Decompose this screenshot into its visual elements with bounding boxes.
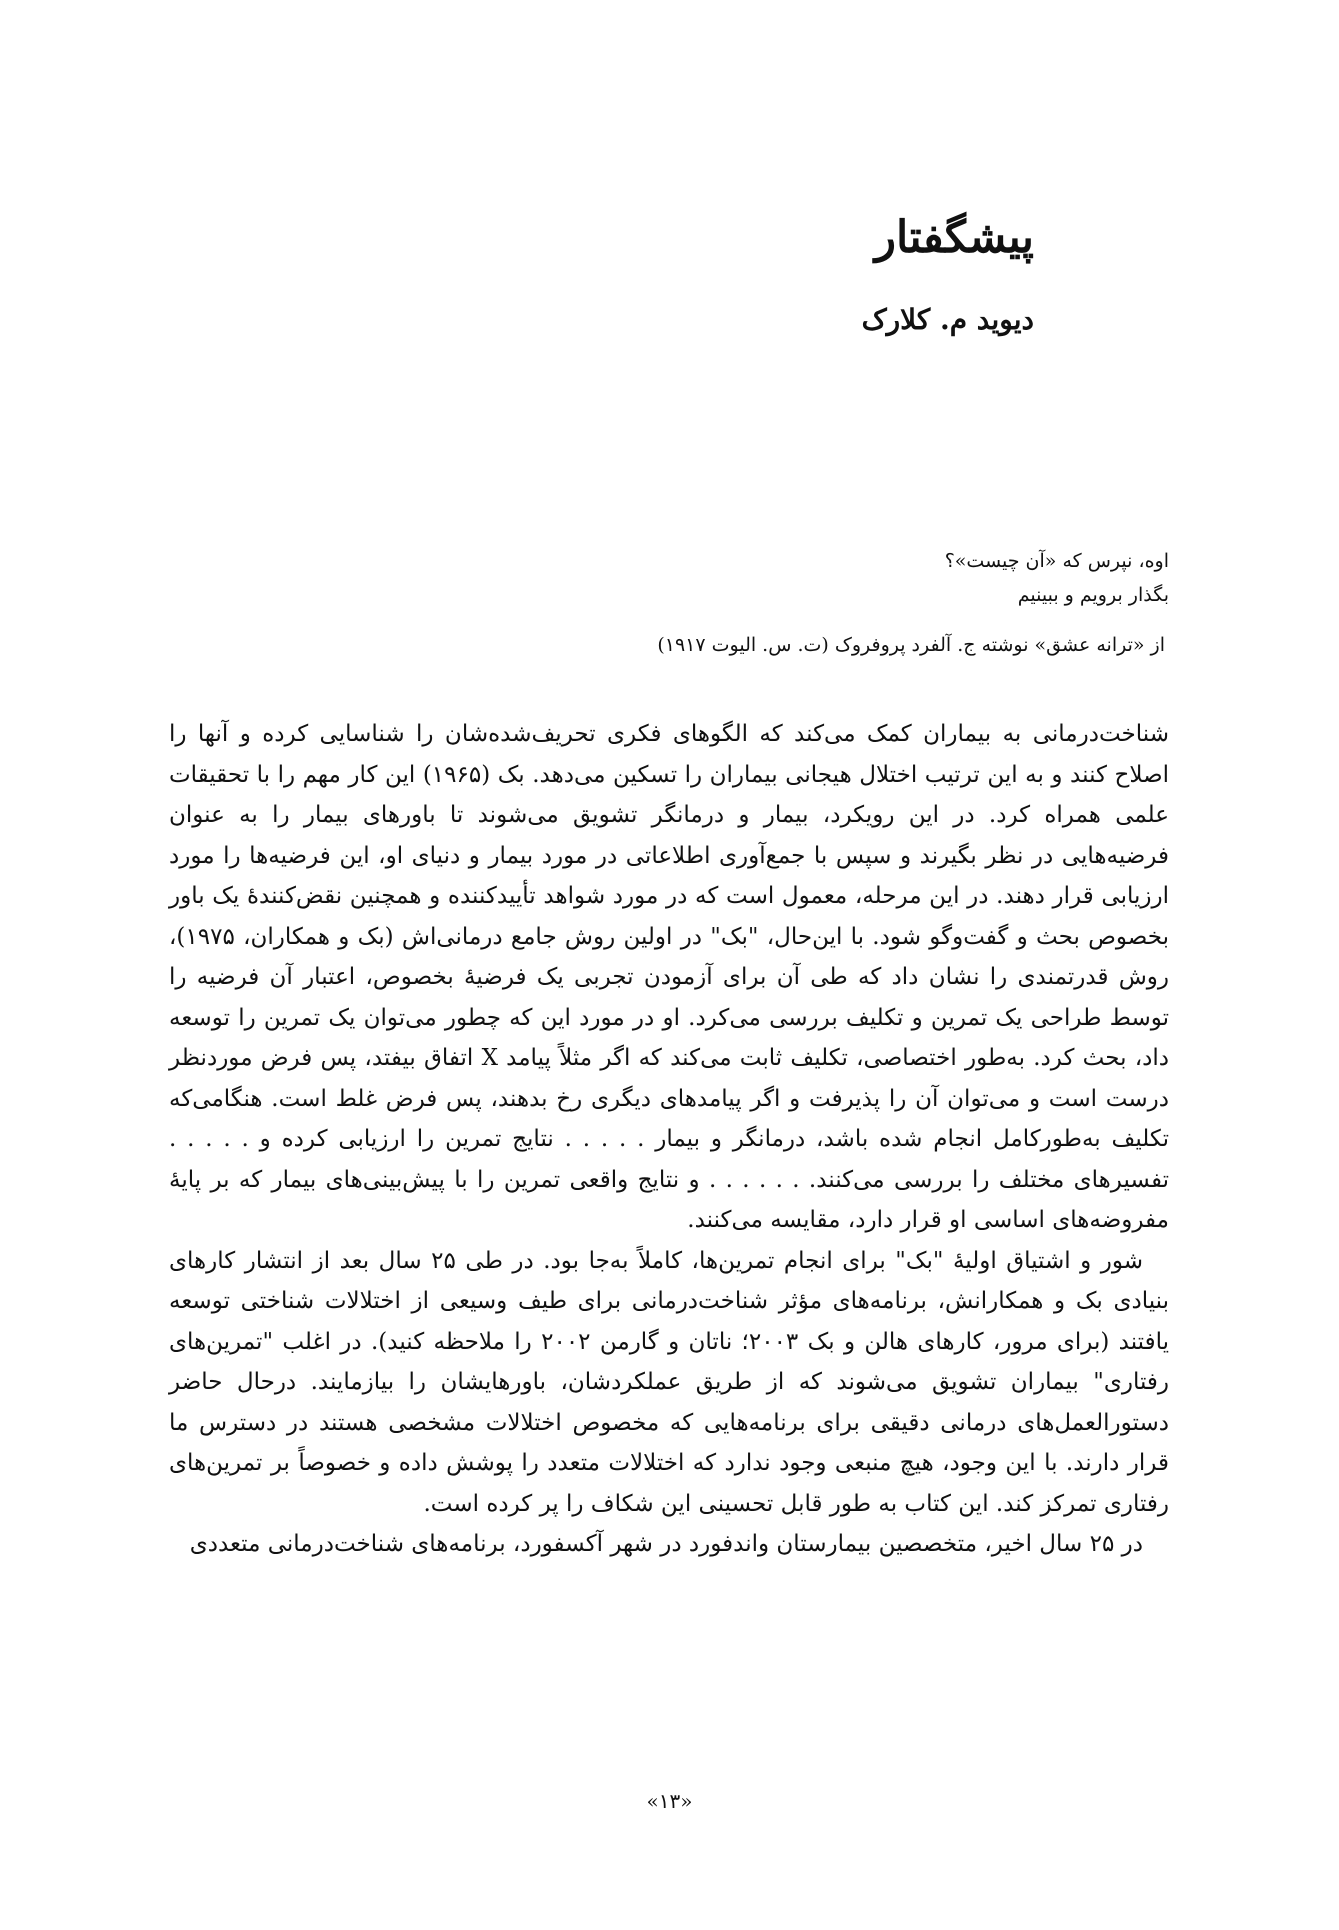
body-paragraph: شناخت‌درمانی به بیماران کمک می‌کند که الگوهای فکری تحریف‌شده‌شان را شناسایی کرده و آنها را اصلاح کنند و به این ترتیب اختلال هیجانی بیماران را تسکین می‌دهد. بک (۱۹۶۵) این کار مهم را با تحقیقات علمی همراه کرد. در این رویکرد، بیمار و درمانگر تشویق می‌شوند تا باورهای بیمار را به عنوان فرضیه‌هایی در نظر بگیرند و سپس با جمع‌آوری اطلاعاتی در مورد بیمار و دنیای او، این فرضیه‌ها را مورد ارزیابی قرار دهند. در این مرحله، معمول است که در مورد شواهد تأییدکننده و همچنین نقض‌کنندهٔ یک باور بخصوص بحث و گفت‌وگو شود. با این‌حال، "بک" در اولین روش جامع درمانی‌اش (بک و همکاران، ۱۹۷۵)، روش قدرتمندی را نشان داد که طی آن برای آزمودن تجربی یک فرضیهٔ بخصوص، اعتبار آن فرضیه را توسط طراحی یک تمرین و تکلیف بررسی می‌کرد. او در مورد این که چطور می‌توان یک تمرین را توسعه داد، بحث کرد. به‌طور اختصاصی، تکلیف ثابت می‌کند که اگر مثلاً پیامد X اتفاق بیفتد، پس فرض موردنظر درست است و می‌توان آن را پذیرفت و اگر پیامدهای دیگری رخ بدهند، پس فرض غلط است. هنگامی‌که تکلیف به‌طورکامل انجام شده باشد، درمانگر و بیمار . . . . . نتایج تمرین را ارزیابی کرده و . . . . . تفسیرهای مختلف را بررسی می‌کنند. . . . . . . و نتایج واقعی تمرین را با پیش‌بینی‌های بیمار که بر پایهٔ مفروضه‌های اساسی او قرار دارد، مقایسه می‌کنند. (169, 721, 1169, 1233)
body-paragraph: شور و اشتیاق اولیهٔ "بک" برای انجام تمرین‌ها، کاملاً به‌جا بود. در طی ۲۵ سال بعد از انتشار کارهای بنیادی بک و همکارانش، برنامه‌های مؤثر شناخت‌درمانی برای طیف وسیعی از اختلالات شناختی توسعه یافتند (برای مرور، کارهای هالن و بک ۲۰۰۳؛ ناتان و گارمن ۲۰۰۲ را ملاحظه کنید). در اغلب "تمرین‌های رفتاری" بیماران تشویق می‌شوند که از طریق عملکردشان، باورهایشان را بیازمایند. درحال حاضر دستورالعمل‌های درمانی دقیقی برای برنامه‌هایی که مخصوص اختلالات مشخصی هستند در دسترس ما قرار دارند. با این وجود، هیچ منبعی وجود ندارد که اختلالات متعدد را پوشش داده و خصوصاً بر تمرین‌های رفتاری تمرکز کند. این کتاب به طور قابل تحسینی این شکاف را پر کرده است. (169, 1247, 1170, 1517)
body-text (169, 714, 1169, 1565)
epigraph-source: از «ترانه عشق» نوشته ج. آلفرد پروفروک (ت. س. الیوت ۱۹۱۷) (657, 634, 1165, 656)
epigraph-line: اوه، نپرس که «آن چیست»؟ (944, 550, 1169, 572)
chapter-title: پیشگفتار (874, 212, 1034, 263)
body-paragraph: در ۲۵ سال اخیر، متخصصین بیمارستان واندفورد در شهر آکسفورد، برنامه‌های شناخت‌درمانی متعددی (189, 1531, 1143, 1557)
epigraph-line: بگذار برویم و ببینیم (1017, 584, 1169, 606)
chapter-author: دیوید م. کلارک (861, 303, 1034, 336)
epigraph (189, 544, 1169, 612)
page-number: «۱۳» (646, 1789, 693, 1813)
